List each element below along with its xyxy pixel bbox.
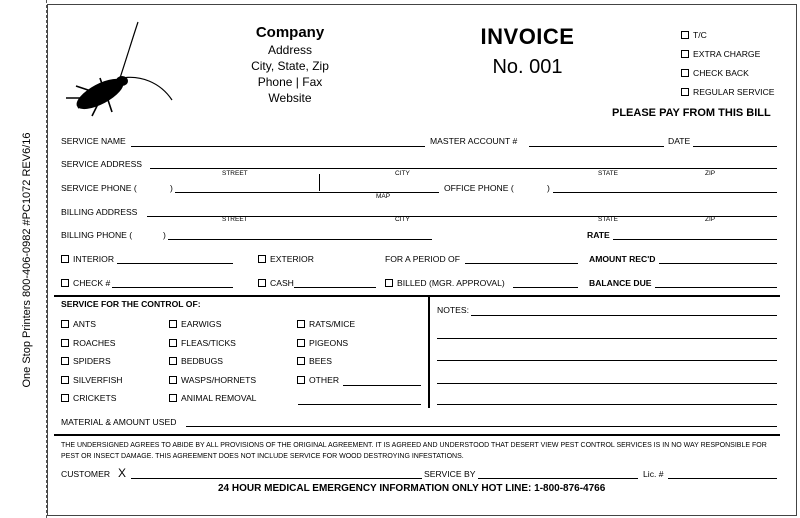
license-field[interactable]: [668, 478, 777, 479]
customer-label: CUSTOMER: [61, 469, 111, 479]
service-address-field[interactable]: [150, 168, 777, 169]
invoice-block: [470, 24, 585, 79]
service-address-label: SERVICE ADDRESS: [61, 159, 143, 169]
checkbox[interactable]: [61, 394, 69, 402]
checkbox[interactable]: [169, 339, 177, 347]
company-city-state-zip: City, State, Zip: [251, 59, 329, 73]
cash-option[interactable]: CASH: [258, 278, 294, 288]
invoice-number: No. 001: [492, 56, 563, 78]
state-caption: STATE: [598, 170, 618, 177]
printer-imprint: One Stop Printers 800-406-0982 #PC1072 REV6/16: [21, 132, 33, 388]
checkbox[interactable]: [61, 255, 69, 263]
invoice-title: INVOICE: [480, 24, 575, 49]
rate-label: RATE: [587, 230, 610, 240]
checkbox[interactable]: [169, 394, 177, 402]
street-caption: STREET: [222, 170, 248, 177]
date-field[interactable]: [693, 146, 777, 147]
period-of-label: FOR A PERIOD OF: [385, 254, 460, 264]
checkbox[interactable]: [169, 357, 177, 365]
material-label: MATERIAL & AMOUNT USED: [61, 417, 177, 427]
amount-recd-label: AMOUNT REC'D: [589, 254, 656, 264]
service-type-regular[interactable]: REGULAR SERVICE: [681, 87, 775, 106]
billing-phone-field[interactable]: [168, 239, 432, 240]
pest-wasps-hornets[interactable]: WASPS/HORNETS: [169, 375, 256, 394]
section-divider: [54, 434, 780, 436]
checkbox[interactable]: [681, 31, 689, 39]
notes-label: NOTES:: [437, 305, 469, 315]
pest-silverfish[interactable]: SILVERFISH: [61, 375, 123, 394]
pest-other[interactable]: OTHER: [297, 375, 355, 394]
license-label: Lic. #: [643, 469, 664, 479]
control-header: SERVICE FOR THE CONTROL OF:: [61, 299, 201, 309]
other-field-2[interactable]: [298, 404, 421, 405]
master-account-label: MASTER ACCOUNT #: [430, 136, 518, 146]
city-caption: CITY: [395, 216, 410, 223]
service-name-label: SERVICE NAME: [61, 136, 126, 146]
office-phone-label: OFFICE PHONE (: [444, 183, 514, 193]
company-address: Address: [267, 43, 313, 57]
map-caption: MAP: [376, 193, 391, 200]
pest-fleas-ticks[interactable]: FLEAS/TICKS: [169, 338, 256, 357]
checkbox[interactable]: [169, 376, 177, 384]
service-name-field[interactable]: [131, 146, 425, 147]
zip-caption: ZIP: [705, 216, 716, 223]
service-by-field[interactable]: [478, 478, 638, 479]
billed-option[interactable]: BILLED (MGR. APPROVAL): [385, 278, 505, 288]
service-type-extra-charge[interactable]: EXTRA CHARGE: [681, 49, 775, 68]
service-phone-label: SERVICE PHONE (: [61, 183, 137, 193]
billing-phone-close: ): [163, 230, 166, 240]
rate-field[interactable]: [613, 239, 777, 240]
agreement-text: THE UNDERSIGNED AGREES TO ABIDE BY ALL PROVISIONS OF THE ORIGINAL AGREEMENT. IT IS AGREED AND UNDERSTOOD THAT DESERT VIEW PEST CONTROL SERVICES IS IN NO WAY RESPONSIBLE FOR PEST OR INSECT DAMAGE. THIS AGREEMENT DOES NOT INCLUDE SERVICE FOR WOOD DESTROYING INFESTATIONS.: [61, 442, 767, 460]
checkbox[interactable]: [297, 376, 305, 384]
cockroach-logo-icon: [60, 20, 180, 120]
pest-bedbugs[interactable]: BEDBUGS: [169, 356, 256, 375]
control-col-1: [61, 319, 123, 412]
balance-due-label: BALANCE DUE: [589, 278, 652, 288]
checkbox[interactable]: [297, 339, 305, 347]
service-by-label: SERVICE BY: [424, 469, 476, 479]
notes-line[interactable]: [437, 338, 777, 339]
signature-x-mark: X: [118, 466, 127, 480]
company-name: Company: [255, 24, 325, 41]
office-phone-close: ): [547, 183, 550, 193]
zip-caption: ZIP: [705, 170, 716, 177]
checkbox[interactable]: [61, 357, 69, 365]
other-field[interactable]: [343, 385, 421, 386]
material-field[interactable]: [186, 426, 777, 427]
pest-crickets[interactable]: CRICKETS: [61, 393, 123, 412]
checkbox[interactable]: [61, 376, 69, 384]
service-type-tc[interactable]: T/C: [681, 30, 775, 49]
map-divider: [319, 174, 320, 191]
checkbox[interactable]: [258, 255, 266, 263]
control-col-3: [297, 319, 355, 393]
checkbox[interactable]: [297, 320, 305, 328]
pest-roaches[interactable]: ROACHES: [61, 338, 123, 357]
interior-field[interactable]: [117, 263, 233, 264]
pest-pigeons[interactable]: PIGEONS: [297, 338, 355, 357]
service-phone-field[interactable]: [175, 192, 439, 193]
period-of-field[interactable]: [465, 263, 578, 264]
notes-line[interactable]: [437, 360, 777, 361]
checkbox[interactable]: [297, 357, 305, 365]
date-label: DATE: [668, 136, 691, 146]
company-block: [230, 24, 350, 106]
section-divider: [54, 295, 780, 297]
pest-rats-mice[interactable]: RATS/MICE: [297, 319, 355, 338]
billed-field[interactable]: [513, 287, 578, 288]
checkbox[interactable]: [681, 50, 689, 58]
pest-animal-removal[interactable]: ANIMAL REMOVAL: [169, 393, 256, 412]
pest-spiders[interactable]: SPIDERS: [61, 356, 123, 375]
cash-field[interactable]: [294, 287, 376, 288]
office-phone-field[interactable]: [553, 192, 777, 193]
checkbox[interactable]: [61, 320, 69, 328]
notes-line[interactable]: [471, 315, 777, 316]
emergency-hotline: 24 HOUR MEDICAL EMERGENCY INFORMATION ONLY HOT LINE: 1-800-876-4766: [218, 483, 606, 494]
check-number-field[interactable]: [112, 287, 233, 288]
company-website: Website: [268, 91, 312, 105]
checkbox[interactable]: [61, 339, 69, 347]
checkbox[interactable]: [681, 69, 689, 77]
customer-signature-field[interactable]: [131, 478, 422, 479]
control-col-2: [169, 319, 256, 412]
company-phone-fax: Phone | Fax: [257, 75, 323, 89]
exterior-option[interactable]: EXTERIOR: [258, 254, 314, 264]
billing-address-label: BILLING ADDRESS: [61, 207, 138, 217]
service-type-list: [681, 30, 775, 106]
city-caption: CITY: [395, 170, 410, 177]
street-caption: STREET: [222, 216, 248, 223]
checkbox[interactable]: [385, 279, 393, 287]
service-type-check-back[interactable]: CHECK BACK: [681, 68, 775, 87]
notes-line[interactable]: [437, 383, 777, 384]
pest-earwigs[interactable]: EARWIGS: [169, 319, 256, 338]
pest-ants[interactable]: ANTS: [61, 319, 123, 338]
checkbox[interactable]: [169, 320, 177, 328]
pest-bees[interactable]: BEES: [297, 356, 355, 375]
notes-line[interactable]: [437, 404, 777, 405]
checkbox[interactable]: [258, 279, 266, 287]
pay-notice: PLEASE PAY FROM THIS BILL: [612, 107, 771, 119]
state-caption: STATE: [598, 216, 618, 223]
notes-divider: [428, 296, 430, 408]
master-account-field[interactable]: [529, 146, 664, 147]
amount-recd-field[interactable]: [659, 263, 777, 264]
interior-option[interactable]: INTERIOR: [61, 254, 114, 264]
checkbox[interactable]: [61, 279, 69, 287]
balance-due-field[interactable]: [655, 287, 777, 288]
billing-phone-label: BILLING PHONE (: [61, 230, 133, 240]
service-phone-close: ): [170, 183, 173, 193]
checkbox[interactable]: [681, 88, 689, 96]
check-option[interactable]: CHECK #: [61, 278, 110, 288]
